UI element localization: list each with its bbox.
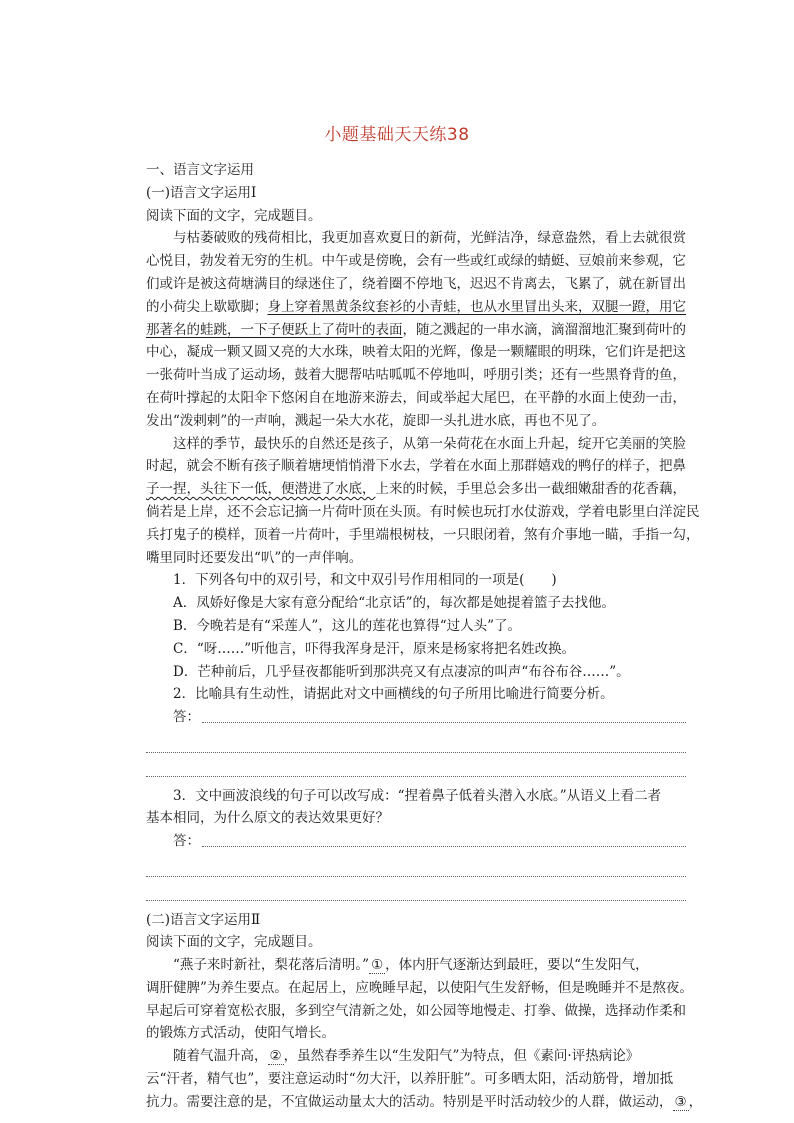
- option-c: C．“呀……”听他言，吓得我浑身是汗，原来是杨家将把名姓改换。: [173, 640, 576, 657]
- blank-1[interactable]: ①: [371, 957, 384, 974]
- answer-label: 答：: [173, 709, 200, 726]
- passage-line: 一张荷叶当成了运动场，鼓着大腮帮咕咕呱呱不停地叫，呼朋引类；还有一些黑脊背的鱼，: [146, 367, 686, 384]
- passage-line: 心悦目，勃发着无穷的生机。中午或是傍晚，会有一些或红或绿的蜻蜓、豆娘前来参观，它: [146, 253, 686, 270]
- passage-text: ，虽然春季养生以“生发阳气”为特点，但《素问·评热病论》: [283, 1048, 640, 1065]
- option-b: B．今晚若是有“采莲人”，这儿的莲花也算得“过人头”了。: [173, 617, 522, 634]
- passage-line: 调肝健脾”为养生要点。在起居上，应晚睡早起，以使阳气生发舒畅，但是晚睡并不是熬夜。: [146, 979, 693, 996]
- passage-line: 嘴里同时还要发出“叭”的一声伴响。: [146, 549, 363, 566]
- passage-line: 兵打鬼子的模样，顶着一片荷叶，手里端根树枝，一只眼闭着，煞有介事地一瞄，手指一勾，: [146, 526, 700, 543]
- answer-line[interactable]: [146, 877, 686, 901]
- passage-text: ，随之溅起的一串水滴，滴溜溜地汇聚到荷叶的: [402, 321, 686, 338]
- passage-text: ，体内肝气逐渐达到最旺，要以“生发阳气，: [385, 957, 649, 974]
- passage-line: 倘若是上岸，还不会忘记摘一片荷叶顶在头顶。有时候也玩打水仗游戏，学着电影里白洋淀民: [146, 503, 700, 520]
- passage-text: ，: [688, 1093, 703, 1110]
- option-d: D．芒种前后，几乎昼夜都能听到那洪亮又有点凄凉的叫声“布谷布谷……”。: [173, 663, 630, 680]
- passage-line: 们或许是被这荷塘满目的绿迷住了，绕着圈不停地飞，迟迟不肯离去，飞累了，就在新冒出: [146, 275, 686, 292]
- answer-label: 答：: [173, 833, 200, 850]
- passage-line: [146, 296, 686, 319]
- underlined-sentence: 身上穿着黑黄条纹套衫的小青蛙，也从水里冒出头来，双腿一蹬，用它: [267, 298, 686, 315]
- passage-line: 的锻炼方式活动，使阳气增长。: [146, 1025, 335, 1042]
- passage-text: 上来的时候，手里总会多出一截细嫩甜香的花香藕，: [375, 481, 686, 498]
- option-a: A．凤娇好像是大家有意分配给“北京话”的，每次都是她提着篮子去找他。: [173, 595, 616, 612]
- passage-line: [146, 478, 686, 501]
- answer-line[interactable]: [146, 853, 686, 877]
- question-2: 2．比喻具有生动性，请据此对文中画横线的句子所用比喻进行简要分析。: [173, 686, 614, 703]
- passage-text: 抗力。需要注意的是，不宜做运动量太大的活动。特别是平时活动较少的人群，做运动，: [146, 1093, 673, 1110]
- passage-line: [146, 954, 686, 977]
- passage-line: 早起后可穿着宽松衣服，多到空气清新之处，如公园等地慢走、打拳、做操，选择动作柔和: [146, 1002, 686, 1019]
- passage-text: 随着气温升高，: [173, 1048, 268, 1065]
- passage-line: [146, 1091, 703, 1114]
- passage-line: [146, 319, 686, 342]
- part1-instruction: 阅读下面的文字，完成题目。: [146, 207, 322, 224]
- passage-line: 这样的季节，最快乐的自然还是孩子，从第一朵荷花在水面上升起，绽开它美丽的笑脸: [173, 435, 686, 452]
- wavy-underlined-sentence: 子一捏，头往下一低，便潜进了水底，: [146, 481, 376, 498]
- passage-line: [146, 1045, 686, 1068]
- answer-line[interactable]: [146, 753, 686, 777]
- passage-line: 中心，凝成一颗又圆又亮的大水珠，映着太阳的光辉，像是一颗耀眼的明珠，它们许是把这: [146, 344, 686, 361]
- question-1: 1．下列各句中的双引号，和文中双引号作用相同的一项是( ): [173, 572, 557, 589]
- passage-line: 发出“泼剌剌”的一声响，溅起一朵大水花，旋即一头扎进水底，再也不见了。: [146, 412, 606, 429]
- blank-2[interactable]: ②: [269, 1048, 282, 1065]
- blank-3[interactable]: ③: [674, 1093, 687, 1110]
- passage-line: 与枯萎破败的残荷相比，我更加喜欢夏日的新荷，光鲜洁净，绿意盎然，看上去就很赏: [173, 230, 686, 247]
- answer-line[interactable]: [146, 706, 686, 729]
- underlined-sentence: 那著名的蛙跳，一下子便跃上了荷叶的表面: [146, 321, 403, 338]
- part2-heading: (二)语言文字运用Ⅱ: [146, 911, 261, 928]
- document-body: [146, 159, 703, 1114]
- question-3-cont: 基本相同，为什么原文的表达效果更好？: [146, 810, 389, 827]
- part1-heading: (一)语言文字运用Ⅰ: [146, 184, 257, 201]
- section-heading: 一、语言文字运用: [146, 162, 254, 178]
- passage-text: 的小荷尖上歇歇脚；: [146, 298, 268, 315]
- question-3: 3．文中画波浪线的句子可以改写成：“捏着鼻子低着头潜入水底。”从语义上看二者: [173, 787, 662, 804]
- answer-fill[interactable]: [202, 722, 686, 723]
- passage-line: 时起，就会不断有孩子顺着塘埂悄悄滑下水去，学着在水面上那群嬉戏的鸭仔的样子，把鼻: [146, 458, 686, 475]
- passage-line: 在荷叶撑起的太阳伞下悠闲自在地游来游去，间或举起大尾巴，在平静的水面上使劲一击，: [146, 389, 686, 406]
- passage-text: “燕子来时新社，梨花落后清明。”: [173, 957, 370, 974]
- answer-line[interactable]: [146, 729, 686, 753]
- answer-line[interactable]: [146, 830, 686, 853]
- answer-fill[interactable]: [202, 846, 686, 847]
- part2-instruction: 阅读下面的文字，完成题目。: [146, 934, 322, 951]
- passage-line: 云“汗者，精气也”，要注意运动时“勿大汗，以养肝脏”。可多晒太阳，活动筋骨，增加抵: [146, 1071, 674, 1088]
- page-title: 小题基础天天练38: [324, 125, 470, 145]
